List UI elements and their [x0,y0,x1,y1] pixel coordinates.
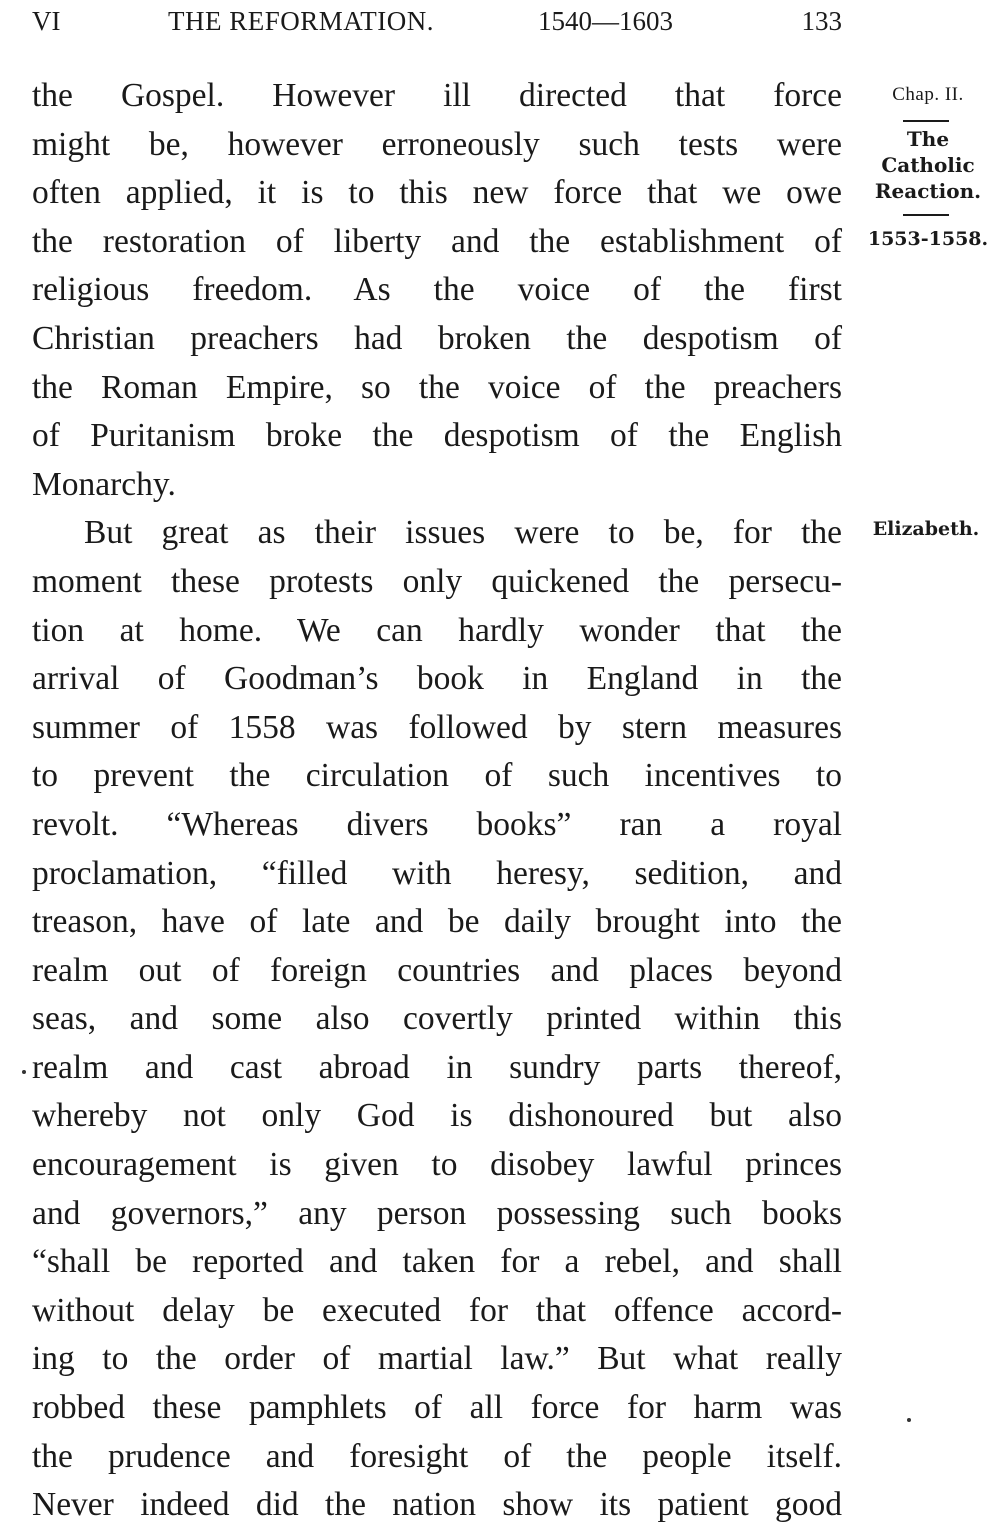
text-line: whereby not only God is dishonoured but also [32,1097,842,1135]
text-line: “shall be reported and taken for a rebel, and shall [32,1243,842,1281]
text-line: Never indeed did the nation show its patient good [32,1486,842,1524]
text-line: summer of 1558 was followed by stern measures [32,708,842,746]
text-line: of Puritanism broke the despotism of the English [32,417,842,455]
margin-topic-line: The [906,127,950,151]
text-line: realm out of foreign countries and places beyond [32,951,842,989]
paragraph-start-line: But great as their issues were to be, for the [84,514,842,552]
text-line: moment these protests only quickened the persecu- [32,562,842,600]
text-line: ing to the order of martial law.” But what really [32,1340,842,1378]
text-line: the restoration of liberty and the establishment of [32,222,842,260]
text-line: Christian preachers had broken the despotism of [32,319,842,357]
text-line: encouragement is given to disobey lawful princes [32,1146,842,1184]
text-line: realm and cast abroad in sundry parts thereof, [32,1048,842,1086]
text-line: to prevent the circulation of such incentives to [32,757,842,795]
text-line: Monarchy. [32,465,176,503]
text-line: often applied, it is to this new force that we owe [32,174,842,212]
margin-rule [903,214,949,216]
page-number: 133 [801,6,842,36]
running-title: THE REFORMATION. [168,6,435,36]
text-line: tion at home. We can hardly wonder that the [32,611,842,649]
text-line: arrival of Goodman’s book in England in the [32,660,842,698]
margin-side-heading: Elizabeth. [872,518,980,540]
margin-chapter: Chap. II. [892,84,964,105]
print-speck [22,1070,26,1074]
margin-rule [903,120,949,122]
running-dates: 1540—1603 [538,6,673,36]
text-line: proclamation, “filled with heresy, sedition, and [32,854,842,892]
running-head [32,4,842,38]
text-line: treason, have of late and be daily brought into the [32,903,842,941]
section-number: VI [32,6,61,36]
margin-topic [862,126,994,204]
margin-topic-line: Reaction. [874,179,982,203]
text-line: the prudence and foresight of the people itself. [32,1437,842,1475]
margin-years: 1553-1558. [867,228,989,250]
text-line: religious freedom. As the voice of the first [32,271,842,309]
text-line: revolt. “Whereas divers books” ran a royal [32,805,842,843]
text-line: the Gospel. However ill directed that force [32,77,842,114]
text-line: might be, however erroneously such tests were [32,125,842,163]
text-line: without delay be executed for that offence accord- [32,1291,842,1329]
text-line: robbed these pamphlets of all force for harm was [32,1389,842,1427]
print-speck [907,1418,911,1422]
body-text [32,72,842,1530]
text-line: and governors,” any person possessing such books [32,1194,842,1232]
margin-topic-line: Catholic [881,153,975,177]
text-line: seas, and some also covertly printed within this [32,1000,842,1038]
text-line: the Roman Empire, so the voice of the preachers [32,368,842,406]
